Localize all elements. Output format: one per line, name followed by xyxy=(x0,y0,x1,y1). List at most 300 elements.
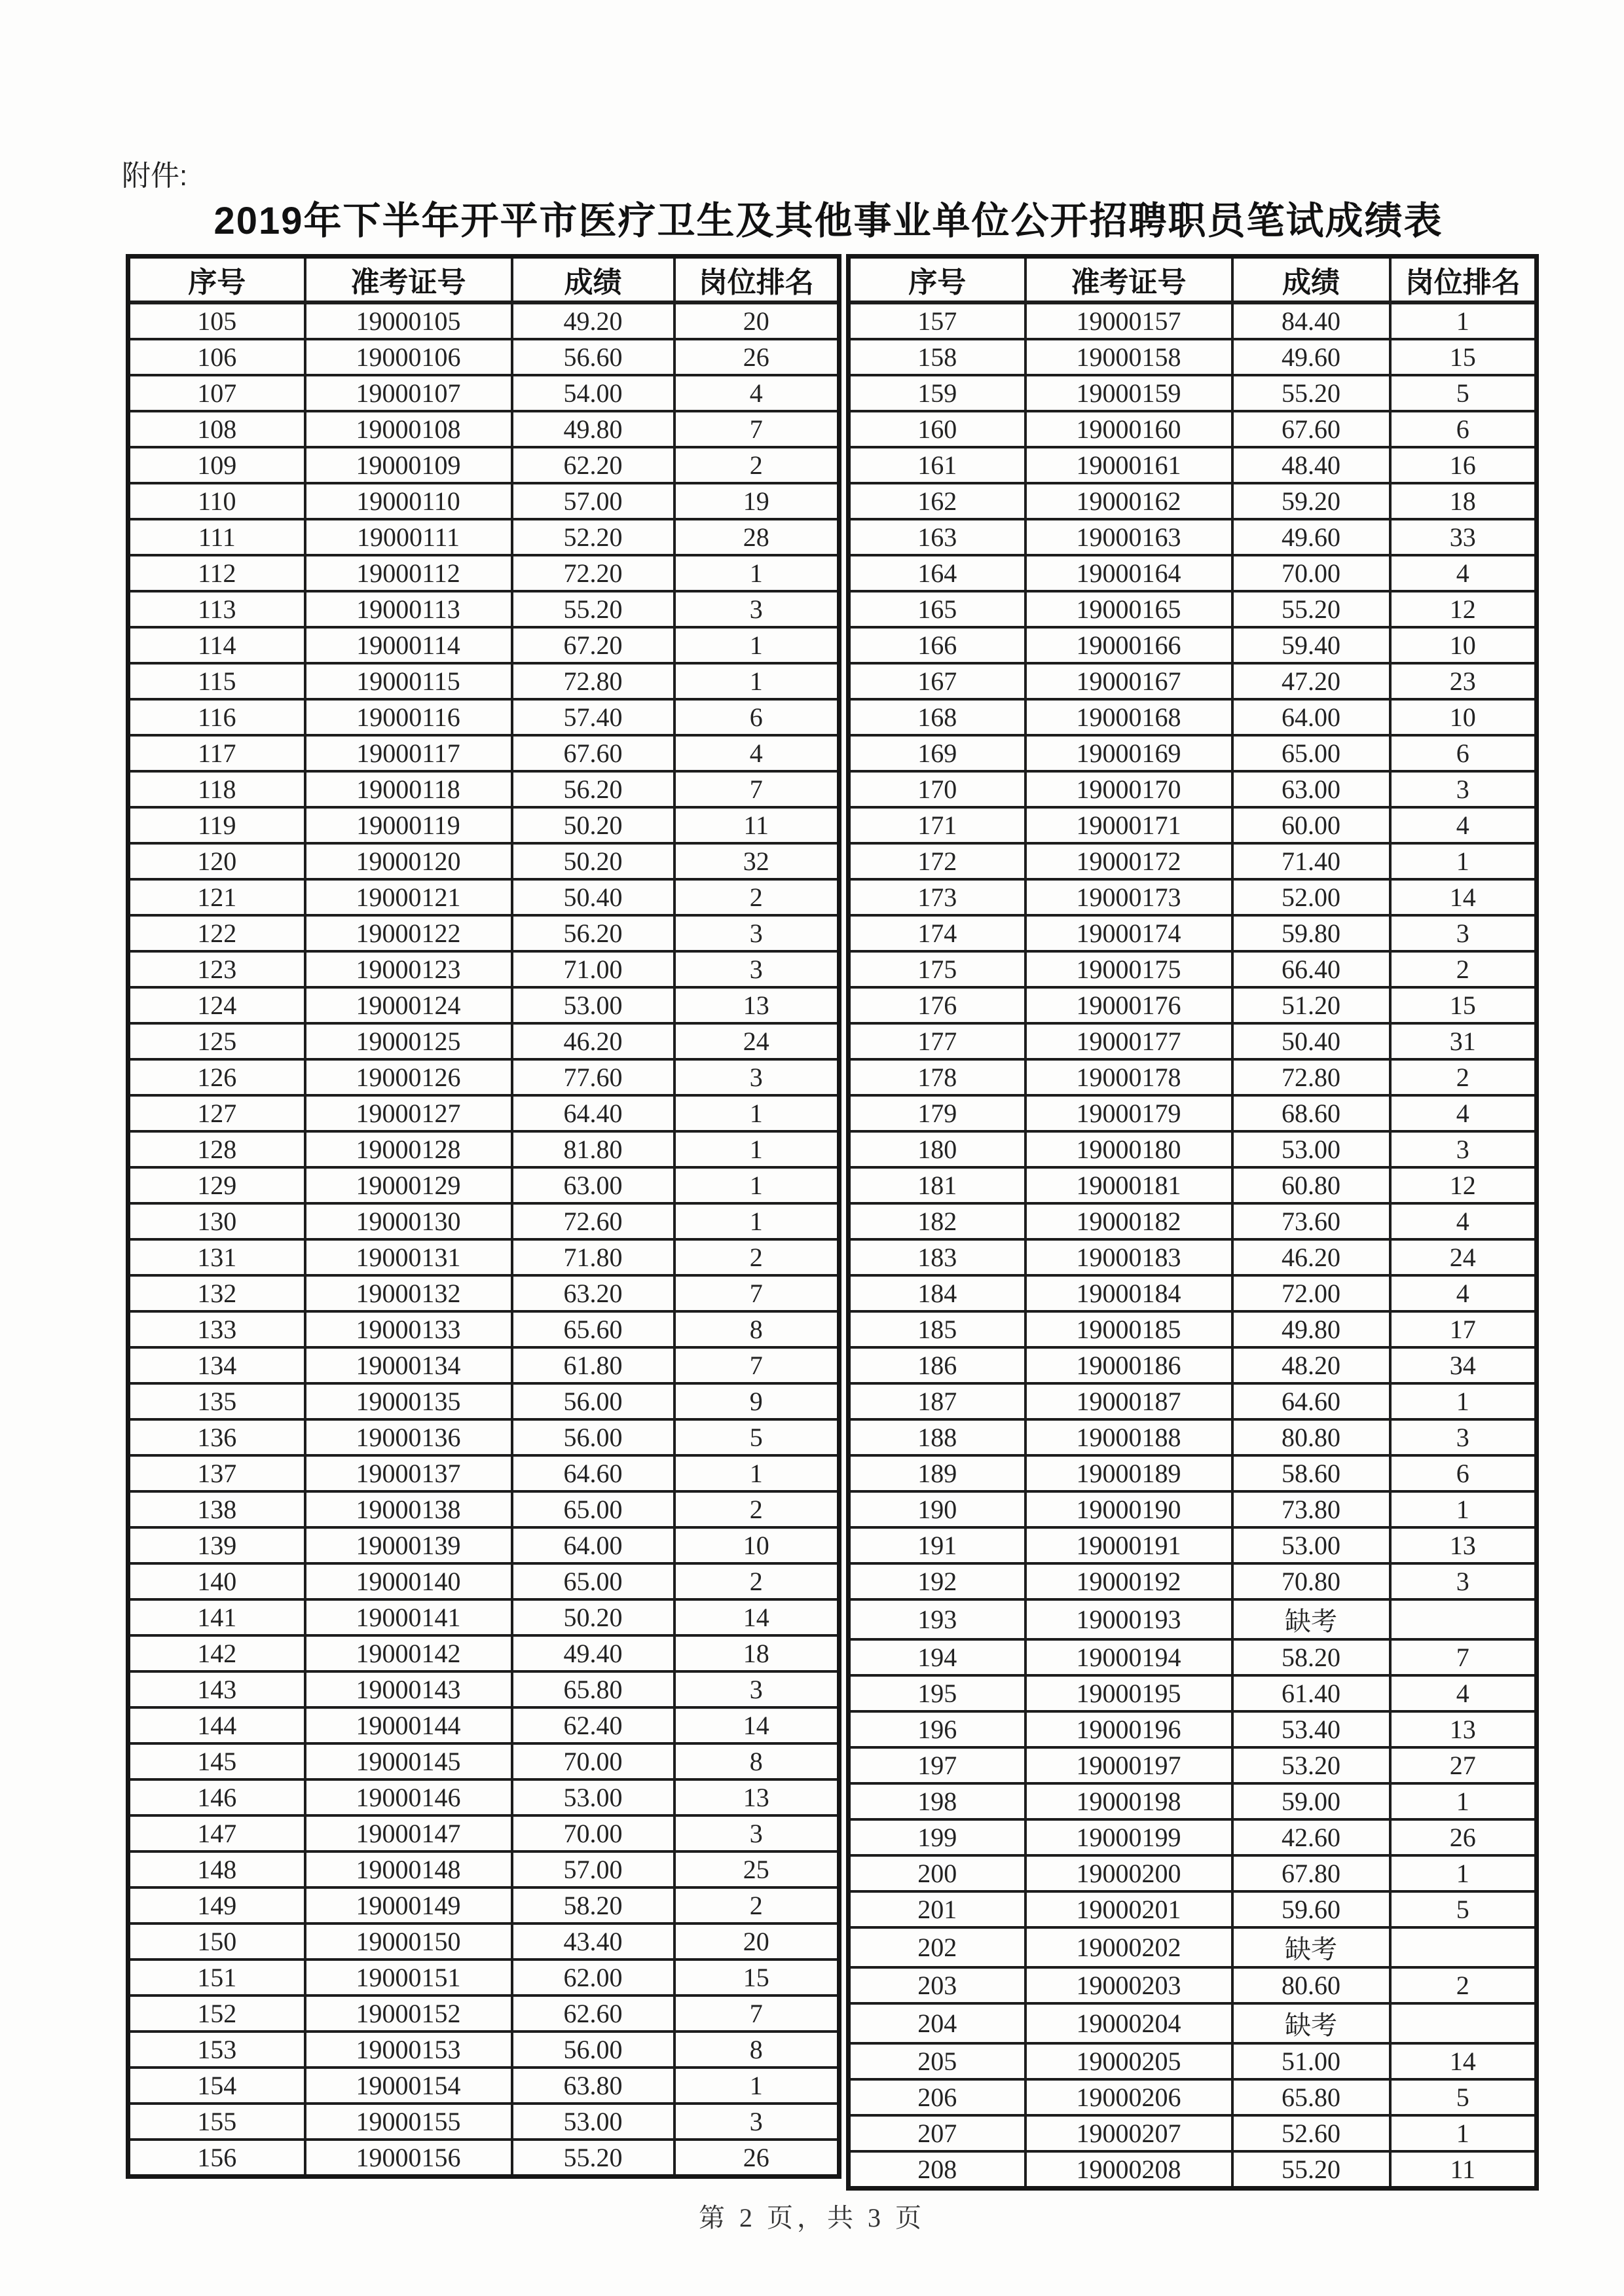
table-row xyxy=(128,987,840,1023)
table-cell: 19000132 xyxy=(305,1275,512,1311)
table-cell: 26 xyxy=(1390,1819,1537,1855)
table-cell: 缺考 xyxy=(1232,1599,1390,1639)
page-number: 第 2 页，共 3 页 xyxy=(699,2203,925,2232)
header-serial-number: 序号 xyxy=(128,257,305,303)
table-cell: 19000160 xyxy=(1025,411,1232,447)
table-cell: 19000141 xyxy=(305,1599,512,1635)
table-row xyxy=(128,1815,840,1851)
table-row xyxy=(128,1923,840,1959)
table-cell: 177 xyxy=(849,1023,1025,1059)
table-cell: 19000152 xyxy=(305,1995,512,2032)
table-cell: 108 xyxy=(128,411,305,447)
table-row xyxy=(849,1675,1537,1711)
table-cell: 133 xyxy=(128,1311,305,1347)
table-cell: 19000126 xyxy=(305,1059,512,1095)
table-cell: 134 xyxy=(128,1347,305,1383)
table-cell: 19000188 xyxy=(1025,1419,1232,1455)
table-row xyxy=(849,699,1537,735)
table-cell: 4 xyxy=(674,735,840,771)
table-cell: 19000180 xyxy=(1025,1131,1232,1167)
table-cell: 16 xyxy=(1390,447,1537,483)
table-cell: 1 xyxy=(1390,1783,1537,1819)
table-cell: 19000121 xyxy=(305,879,512,915)
score-tables-container xyxy=(126,254,1539,2191)
table-cell: 1 xyxy=(674,1095,840,1131)
table-row xyxy=(849,1747,1537,1783)
table-cell: 52.20 xyxy=(512,519,674,555)
table-cell: 49.60 xyxy=(1232,339,1390,375)
table-cell: 27 xyxy=(1390,1747,1537,1783)
table-cell: 64.00 xyxy=(512,1527,674,1563)
table-cell: 114 xyxy=(128,627,305,663)
table-body-left xyxy=(128,302,840,2177)
table-cell: 19000189 xyxy=(1025,1455,1232,1491)
table-cell: 50.40 xyxy=(512,879,674,915)
table-cell: 19000200 xyxy=(1025,1855,1232,1891)
table-cell: 19000156 xyxy=(305,2140,512,2177)
table-cell: 43.40 xyxy=(512,1923,674,1959)
table-cell: 68.60 xyxy=(1232,1095,1390,1131)
table-cell: 173 xyxy=(849,879,1025,915)
table-cell: 60.80 xyxy=(1232,1167,1390,1203)
table-row xyxy=(128,843,840,879)
table-cell: 71.40 xyxy=(1232,843,1390,879)
table-row xyxy=(128,1383,840,1419)
table-row xyxy=(849,302,1537,339)
table-row xyxy=(849,1167,1537,1203)
table-cell: 130 xyxy=(128,1203,305,1239)
table-cell: 57.00 xyxy=(512,1851,674,1887)
table-cell: 192 xyxy=(849,1563,1025,1599)
table-cell: 2 xyxy=(1390,1967,1537,2003)
table-cell: 64.00 xyxy=(1232,699,1390,735)
table-cell: 19000109 xyxy=(305,447,512,483)
table-cell: 19000122 xyxy=(305,915,512,951)
table-cell: 55.20 xyxy=(512,2140,674,2177)
table-cell: 53.00 xyxy=(1232,1131,1390,1167)
table-cell: 139 xyxy=(128,1527,305,1563)
table-cell: 59.40 xyxy=(1232,627,1390,663)
table-cell: 19000114 xyxy=(305,627,512,663)
table-cell xyxy=(1390,2003,1537,2043)
table-cell: 2 xyxy=(674,1239,840,1275)
table-cell: 165 xyxy=(849,591,1025,627)
table-cell: 53.40 xyxy=(1232,1711,1390,1747)
table-row xyxy=(849,2003,1537,2043)
table-cell: 19000115 xyxy=(305,663,512,699)
header-row xyxy=(849,257,1537,303)
table-cell: 2 xyxy=(674,1887,840,1923)
table-cell: 145 xyxy=(128,1743,305,1779)
table-row xyxy=(128,1779,840,1815)
table-cell: 19000169 xyxy=(1025,735,1232,771)
table-cell: 63.00 xyxy=(512,1167,674,1203)
table-row xyxy=(128,411,840,447)
table-cell: 56.00 xyxy=(512,1419,674,1455)
table-cell: 19000170 xyxy=(1025,771,1232,807)
table-cell: 19000125 xyxy=(305,1023,512,1059)
table-cell: 112 xyxy=(128,555,305,591)
table-cell: 19000166 xyxy=(1025,627,1232,663)
table-cell: 19000198 xyxy=(1025,1783,1232,1819)
table-cell: 1 xyxy=(674,1167,840,1203)
table-row xyxy=(849,1275,1537,1311)
table-cell: 207 xyxy=(849,2115,1025,2151)
table-cell: 18 xyxy=(674,1635,840,1671)
table-cell: 19000177 xyxy=(1025,1023,1232,1059)
table-cell: 154 xyxy=(128,2068,305,2104)
table-cell: 64.60 xyxy=(512,1455,674,1491)
table-row xyxy=(849,1095,1537,1131)
table-row xyxy=(849,1455,1537,1491)
table-cell: 24 xyxy=(674,1023,840,1059)
table-cell: 31 xyxy=(1390,1023,1537,1059)
table-cell: 19000185 xyxy=(1025,1311,1232,1347)
table-cell: 132 xyxy=(128,1275,305,1311)
table-cell: 19000106 xyxy=(305,339,512,375)
table-row xyxy=(128,1203,840,1239)
table-cell: 70.00 xyxy=(512,1815,674,1851)
table-cell: 19000143 xyxy=(305,1671,512,1707)
table-cell: 1 xyxy=(1390,2115,1537,2151)
table-row xyxy=(128,807,840,843)
table-cell: 63.00 xyxy=(1232,771,1390,807)
table-cell: 184 xyxy=(849,1275,1025,1311)
table-cell: 5 xyxy=(674,1419,840,1455)
table-cell: 19000164 xyxy=(1025,555,1232,591)
table-cell: 55.20 xyxy=(1232,591,1390,627)
table-cell: 116 xyxy=(128,699,305,735)
table-row xyxy=(849,951,1537,987)
table-cell: 1 xyxy=(1390,1855,1537,1891)
table-cell: 19000110 xyxy=(305,483,512,519)
table-cell: 1 xyxy=(674,627,840,663)
table-cell: 19000181 xyxy=(1025,1167,1232,1203)
table-row xyxy=(128,519,840,555)
table-row xyxy=(128,1275,840,1311)
table-cell: 3 xyxy=(674,1671,840,1707)
table-cell: 19000207 xyxy=(1025,2115,1232,2151)
table-cell: 19000178 xyxy=(1025,1059,1232,1095)
table-cell: 19000134 xyxy=(305,1347,512,1383)
table-row xyxy=(128,1959,840,1995)
table-cell: 1 xyxy=(1390,1383,1537,1419)
table-cell: 缺考 xyxy=(1232,2003,1390,2043)
table-cell: 19000129 xyxy=(305,1167,512,1203)
table-cell: 176 xyxy=(849,987,1025,1023)
table-cell: 59.80 xyxy=(1232,915,1390,951)
table-cell: 19000172 xyxy=(1025,843,1232,879)
header-ticket-number: 准考证号 xyxy=(305,257,512,303)
table-cell: 67.60 xyxy=(512,735,674,771)
table-cell: 10 xyxy=(674,1527,840,1563)
table-row xyxy=(128,2140,840,2177)
table-cell: 19000148 xyxy=(305,1851,512,1887)
table-cell: 5 xyxy=(1390,375,1537,411)
table-cell: 50.20 xyxy=(512,1599,674,1635)
table-cell: 131 xyxy=(128,1239,305,1275)
table-cell: 71.80 xyxy=(512,1239,674,1275)
table-cell: 19000119 xyxy=(305,807,512,843)
table-cell: 19000157 xyxy=(1025,302,1232,339)
table-cell: 146 xyxy=(128,1779,305,1815)
table-cell: 34 xyxy=(1390,1347,1537,1383)
table-cell: 61.80 xyxy=(512,1347,674,1383)
table-cell: 120 xyxy=(128,843,305,879)
table-row xyxy=(128,1239,840,1275)
table-row xyxy=(849,1023,1537,1059)
table-row xyxy=(128,1095,840,1131)
table-cell: 13 xyxy=(1390,1711,1537,1747)
table-row xyxy=(128,339,840,375)
table-cell: 188 xyxy=(849,1419,1025,1455)
table-cell: 109 xyxy=(128,447,305,483)
table-cell: 191 xyxy=(849,1527,1025,1563)
table-cell: 19000131 xyxy=(305,1239,512,1275)
table-row xyxy=(849,1239,1537,1275)
table-cell: 105 xyxy=(128,302,305,339)
table-cell: 50.40 xyxy=(1232,1023,1390,1059)
table-row xyxy=(849,483,1537,519)
table-cell: 19000176 xyxy=(1025,987,1232,1023)
table-cell: 51.00 xyxy=(1232,2043,1390,2079)
table-cell: 144 xyxy=(128,1707,305,1743)
table-row xyxy=(128,1743,840,1779)
table-cell: 19000192 xyxy=(1025,1563,1232,1599)
attachment-label: 附件: xyxy=(122,160,188,192)
table-cell: 14 xyxy=(674,1599,840,1635)
table-cell: 1 xyxy=(674,1455,840,1491)
table-cell: 6 xyxy=(674,699,840,735)
table-cell: 189 xyxy=(849,1455,1025,1491)
table-cell: 158 xyxy=(849,339,1025,375)
table-cell: 7 xyxy=(674,411,840,447)
table-cell: 26 xyxy=(674,2140,840,2177)
table-cell: 3 xyxy=(1390,1563,1537,1599)
table-cell: 5 xyxy=(1390,2079,1537,2115)
table-cell: 7 xyxy=(674,1995,840,2032)
table-cell: 53.00 xyxy=(1232,1527,1390,1563)
table-cell: 19000197 xyxy=(1025,1747,1232,1783)
table-cell: 19000199 xyxy=(1025,1819,1232,1855)
table-cell: 19000124 xyxy=(305,987,512,1023)
table-row xyxy=(128,1599,840,1635)
header-rank: 岗位排名 xyxy=(1390,257,1537,303)
table-cell: 2 xyxy=(674,879,840,915)
table-cell: 6 xyxy=(1390,1455,1537,1491)
table-row xyxy=(849,1639,1537,1675)
table-cell: 19000107 xyxy=(305,375,512,411)
table-cell: 168 xyxy=(849,699,1025,735)
table-cell: 15 xyxy=(1390,987,1537,1023)
table-row xyxy=(849,807,1537,843)
table-cell: 142 xyxy=(128,1635,305,1671)
table-cell: 56.20 xyxy=(512,915,674,951)
table-cell: 157 xyxy=(849,302,1025,339)
table-cell: 122 xyxy=(128,915,305,951)
table-cell: 3 xyxy=(1390,915,1537,951)
table-cell: 201 xyxy=(849,1891,1025,1927)
table-cell: 1 xyxy=(674,2068,840,2104)
table-cell: 19000113 xyxy=(305,591,512,627)
table-cell: 3 xyxy=(674,1815,840,1851)
table-cell: 1 xyxy=(1390,302,1537,339)
table-cell: 129 xyxy=(128,1167,305,1203)
table-cell: 65.80 xyxy=(1232,2079,1390,2115)
table-cell: 8 xyxy=(674,1743,840,1779)
table-row xyxy=(128,1563,840,1599)
table-cell: 19000136 xyxy=(305,1419,512,1455)
table-cell: 19000145 xyxy=(305,1743,512,1779)
table-cell: 19000202 xyxy=(1025,1927,1232,1967)
table-row xyxy=(128,2104,840,2140)
table-row xyxy=(128,2032,840,2068)
table-cell: 59.20 xyxy=(1232,483,1390,519)
table-cell: 148 xyxy=(128,1851,305,1887)
table-cell: 62.60 xyxy=(512,1995,674,2032)
table-cell: 159 xyxy=(849,375,1025,411)
table-cell: 53.00 xyxy=(512,2104,674,2140)
table-cell: 107 xyxy=(128,375,305,411)
table-cell: 185 xyxy=(849,1311,1025,1347)
table-row xyxy=(128,1995,840,2032)
table-cell: 19000137 xyxy=(305,1455,512,1491)
table-cell: 12 xyxy=(1390,1167,1537,1203)
table-cell: 70.00 xyxy=(1232,555,1390,591)
table-row xyxy=(849,735,1537,771)
table-cell: 53.00 xyxy=(512,987,674,1023)
table-cell: 72.00 xyxy=(1232,1275,1390,1311)
table-cell: 19000142 xyxy=(305,1635,512,1671)
table-cell: 24 xyxy=(1390,1239,1537,1275)
table-cell: 152 xyxy=(128,1995,305,2032)
table-row xyxy=(849,2151,1537,2189)
table-cell: 19000146 xyxy=(305,1779,512,1815)
table-row xyxy=(849,1203,1537,1239)
table-cell: 14 xyxy=(1390,2043,1537,2079)
table-cell: 169 xyxy=(849,735,1025,771)
table-cell: 15 xyxy=(674,1959,840,1995)
table-cell: 4 xyxy=(1390,1275,1537,1311)
table-cell: 73.60 xyxy=(1232,1203,1390,1239)
table-cell: 72.20 xyxy=(512,555,674,591)
table-cell: 19000168 xyxy=(1025,699,1232,735)
table-cell: 203 xyxy=(849,1967,1025,2003)
table-cell: 155 xyxy=(128,2104,305,2140)
table-cell: 4 xyxy=(1390,1095,1537,1131)
table-cell: 140 xyxy=(128,1563,305,1599)
table-row xyxy=(128,879,840,915)
table-cell: 19000140 xyxy=(305,1563,512,1599)
table-cell: 53.00 xyxy=(512,1779,674,1815)
table-cell: 2 xyxy=(674,1563,840,1599)
table-cell: 19000147 xyxy=(305,1815,512,1851)
table-cell: 137 xyxy=(128,1455,305,1491)
table-row xyxy=(849,1891,1537,1927)
table-cell: 55.20 xyxy=(1232,375,1390,411)
table-cell: 19000161 xyxy=(1025,447,1232,483)
table-cell: 81.80 xyxy=(512,1131,674,1167)
header-serial-number: 序号 xyxy=(849,257,1025,303)
table-cell: 80.60 xyxy=(1232,1967,1390,2003)
table-cell: 138 xyxy=(128,1491,305,1527)
table-cell: 205 xyxy=(849,2043,1025,2079)
table-cell: 3 xyxy=(674,951,840,987)
table-cell: 193 xyxy=(849,1599,1025,1639)
table-row xyxy=(128,1167,840,1203)
table-row xyxy=(849,339,1537,375)
table-cell: 175 xyxy=(849,951,1025,987)
table-cell: 153 xyxy=(128,2032,305,2068)
table-cell: 19000208 xyxy=(1025,2151,1232,2189)
table-cell: 19000108 xyxy=(305,411,512,447)
table-cell: 19000175 xyxy=(1025,951,1232,987)
table-row xyxy=(849,1347,1537,1383)
table-cell: 19000133 xyxy=(305,1311,512,1347)
table-cell: 190 xyxy=(849,1491,1025,1527)
table-cell: 19000120 xyxy=(305,843,512,879)
table-cell: 19000194 xyxy=(1025,1639,1232,1675)
table-cell: 19000174 xyxy=(1025,915,1232,951)
table-cell: 8 xyxy=(674,1311,840,1347)
table-cell: 10 xyxy=(1390,699,1537,735)
table-cell: 4 xyxy=(674,375,840,411)
table-cell: 126 xyxy=(128,1059,305,1095)
table-cell: 12 xyxy=(1390,591,1537,627)
table-cell: 46.20 xyxy=(1232,1239,1390,1275)
table-cell: 19000195 xyxy=(1025,1675,1232,1711)
table-cell: 62.40 xyxy=(512,1707,674,1743)
table-row xyxy=(849,663,1537,699)
table-cell: 2 xyxy=(1390,1059,1537,1095)
table-cell: 19000105 xyxy=(305,302,512,339)
table-cell: 19000154 xyxy=(305,2068,512,2104)
table-cell: 7 xyxy=(674,771,840,807)
table-cell: 19000159 xyxy=(1025,375,1232,411)
table-cell: 19000112 xyxy=(305,555,512,591)
table-cell: 4 xyxy=(1390,1203,1537,1239)
table-row xyxy=(128,771,840,807)
table-cell: 182 xyxy=(849,1203,1025,1239)
table-row xyxy=(849,1131,1537,1167)
table-cell: 196 xyxy=(849,1711,1025,1747)
table-cell: 64.40 xyxy=(512,1095,674,1131)
table-cell: 135 xyxy=(128,1383,305,1419)
table-cell: 19 xyxy=(674,483,840,519)
table-cell: 70.00 xyxy=(512,1743,674,1779)
table-cell: 117 xyxy=(128,735,305,771)
table-cell: 23 xyxy=(1390,663,1537,699)
table-row xyxy=(849,987,1537,1023)
table-cell: 62.20 xyxy=(512,447,674,483)
table-cell: 19000116 xyxy=(305,699,512,735)
table-cell: 19000191 xyxy=(1025,1527,1232,1563)
table-cell: 171 xyxy=(849,807,1025,843)
table-cell: 13 xyxy=(1390,1527,1537,1563)
table-cell: 9 xyxy=(674,1383,840,1419)
table-row xyxy=(849,375,1537,411)
table-cell: 67.80 xyxy=(1232,1855,1390,1891)
table-cell: 4 xyxy=(1390,555,1537,591)
table-cell: 19000196 xyxy=(1025,1711,1232,1747)
table-cell: 64.60 xyxy=(1232,1383,1390,1419)
table-cell: 19000111 xyxy=(305,519,512,555)
header-score: 成绩 xyxy=(512,257,674,303)
table-cell: 25 xyxy=(674,1851,840,1887)
table-row xyxy=(849,1419,1537,1455)
table-cell: 48.20 xyxy=(1232,1347,1390,1383)
table-cell: 26 xyxy=(674,339,840,375)
